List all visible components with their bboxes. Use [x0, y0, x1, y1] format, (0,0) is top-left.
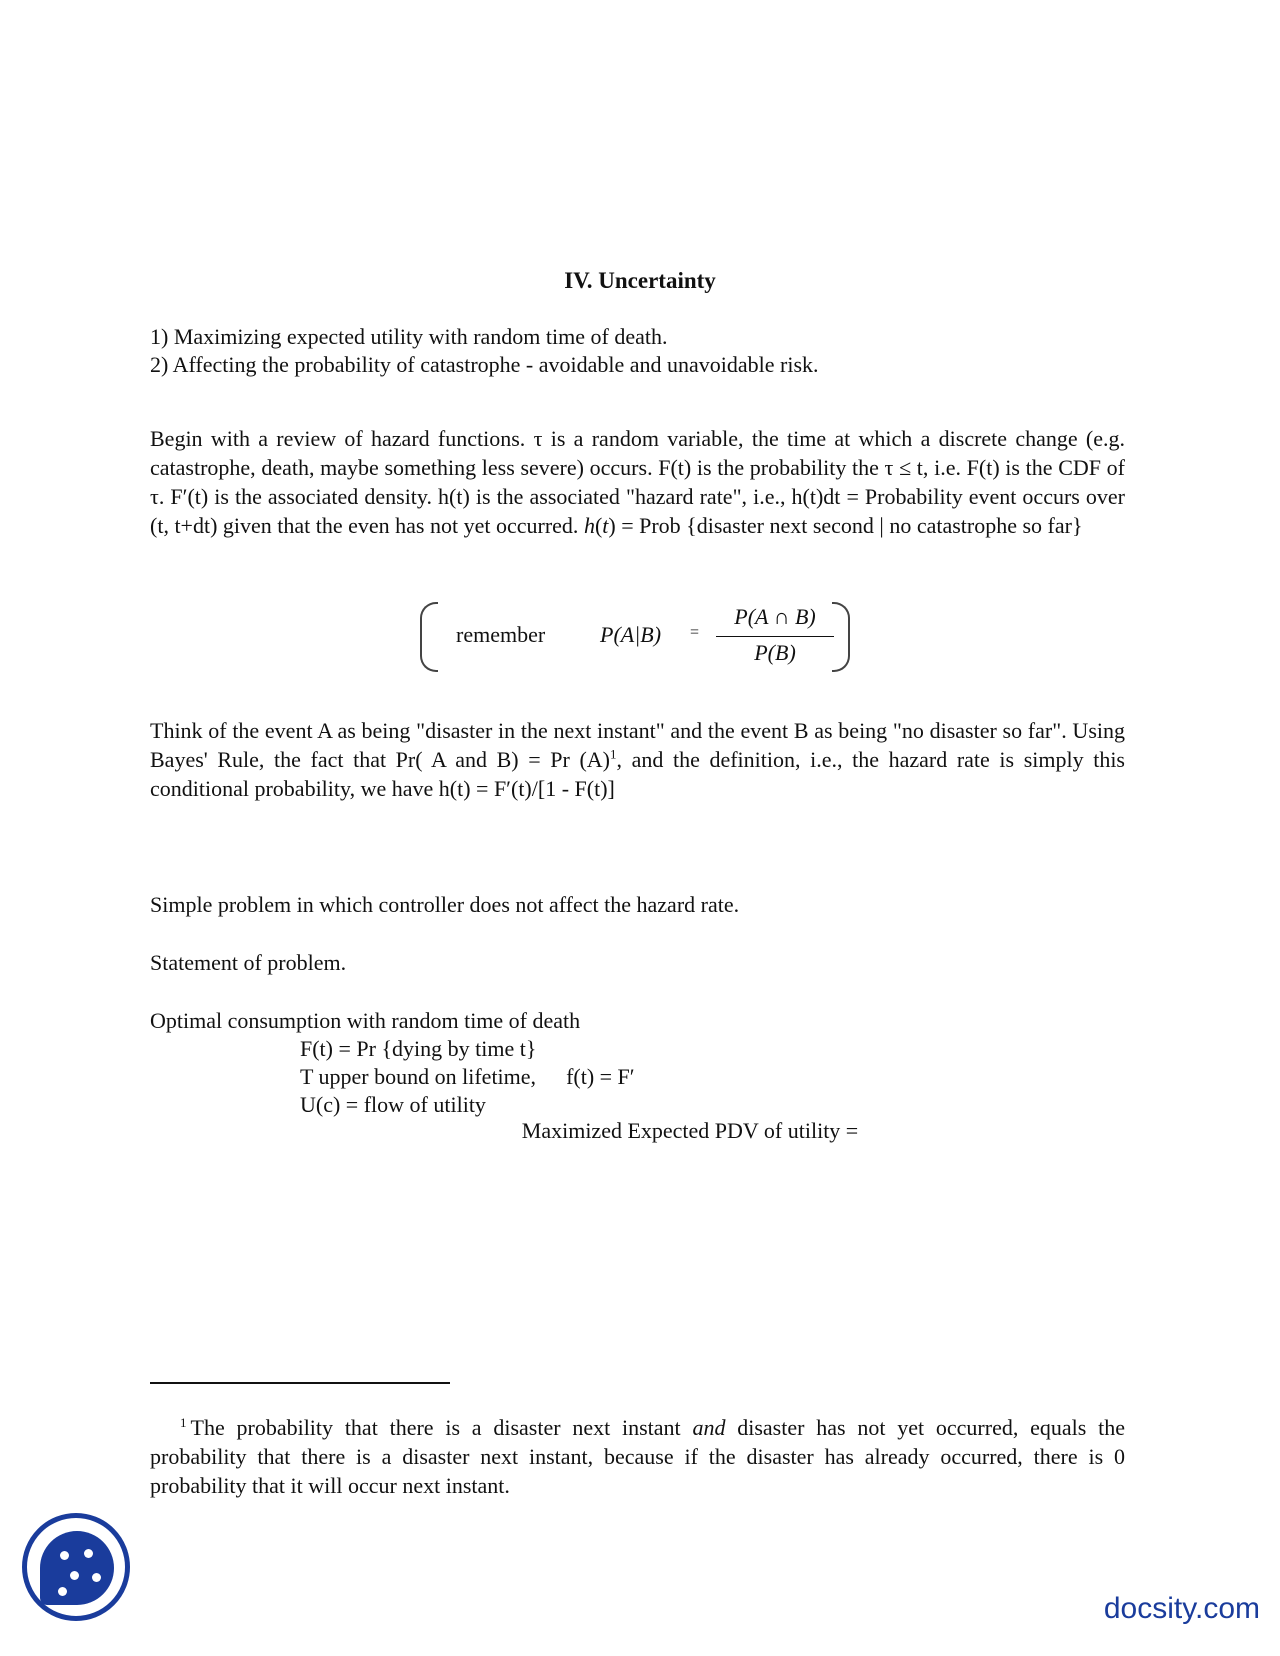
definition-T — [300, 1064, 635, 1090]
hazard-t: t — [602, 513, 609, 538]
formula-remember: remember — [456, 622, 546, 647]
hazard-text-2: ( — [594, 513, 603, 538]
bayes-formula — [420, 600, 850, 680]
list-item: 1) Maximizing expected utility with random time of death. — [150, 324, 668, 349]
brand-link[interactable]: docsity.com — [1103, 1592, 1260, 1625]
hazard-text-3: ) = Prob {disaster next second | no catastrophe so far} — [608, 513, 1083, 538]
maximized-expected-pdv: Maximized Expected PDV of utility = — [521, 1118, 859, 1143]
definition-F: F(t) = Pr {dying by time t} — [300, 1036, 537, 1061]
footnote-text-2: disaster has not yet occurred, equals the probability that there is a disaster next instant, because if the disaster has already occurred, there is 0 probability that it will occur next instant. — [150, 1415, 1125, 1498]
list-item: 2) Affecting the probability of catastrophe - avoidable and unavoidable risk. — [150, 352, 819, 377]
footnote-rule — [150, 1382, 450, 1384]
definition-U: U(c) = flow of utility — [300, 1092, 486, 1117]
optimal-consumption: Optimal consumption with random time of death — [150, 1008, 581, 1033]
hazard-text-1: Begin with a review of hazard functions. τ is a random variable, the time at which a discrete change (e.g. catastrophe, death, maybe something less severe) occurs. F(t) is the probability the τ ≤ t, i.e. F(t) is the CDF of τ. F′(t) is the associated density. h(t) is the associated "hazard rate", i.e., h(t)dt = Probability event occurs over (t, t+dt) given that the even has not yet occurred. — [150, 426, 1125, 538]
formula-equals: = — [690, 624, 700, 641]
statement: Statement of problem. — [150, 950, 347, 975]
bayes-text-1: Think of the event A as being "disaster in the next instant" and the event B as being "no disaster so far". Using Bayes' Rule, the fact that Pr( A and B) = Pr (A) — [150, 718, 1125, 772]
definition-f: f(t) = F′ — [566, 1064, 635, 1089]
docsity-logo-icon[interactable] — [22, 1513, 130, 1621]
logo-mark — [40, 1531, 114, 1605]
simple-problem: Simple problem in which controller does not affect the hazard rate. — [150, 892, 740, 917]
right-paren — [832, 602, 850, 672]
bayes-text-2: , and the definition, i.e., the hazard rate is simply this conditional probability, we have h(t) = F′(t)/[1 - F(t)] — [150, 747, 1125, 801]
hazard-paragraph — [150, 424, 1125, 540]
footnote-and: and — [692, 1415, 726, 1440]
footnote-ref: 1 — [609, 746, 617, 762]
bayes-paragraph — [150, 716, 1125, 803]
formula-numerator: P(A ∩ B) — [734, 604, 816, 629]
definition-T-text: T upper bound on lifetime, — [300, 1064, 537, 1089]
footnote — [150, 1413, 1125, 1500]
left-paren — [420, 602, 438, 672]
hazard-h: h — [583, 513, 595, 538]
footnote-number: 1 — [180, 1414, 187, 1430]
footnote-text-1: The probability that there is a disaster next instant — [190, 1415, 693, 1440]
section-title: IV. Uncertainty — [564, 268, 716, 293]
formula-lhs: P(A|B) — [600, 622, 662, 647]
fraction-bar — [716, 636, 834, 637]
formula-denominator: P(B) — [754, 640, 796, 665]
